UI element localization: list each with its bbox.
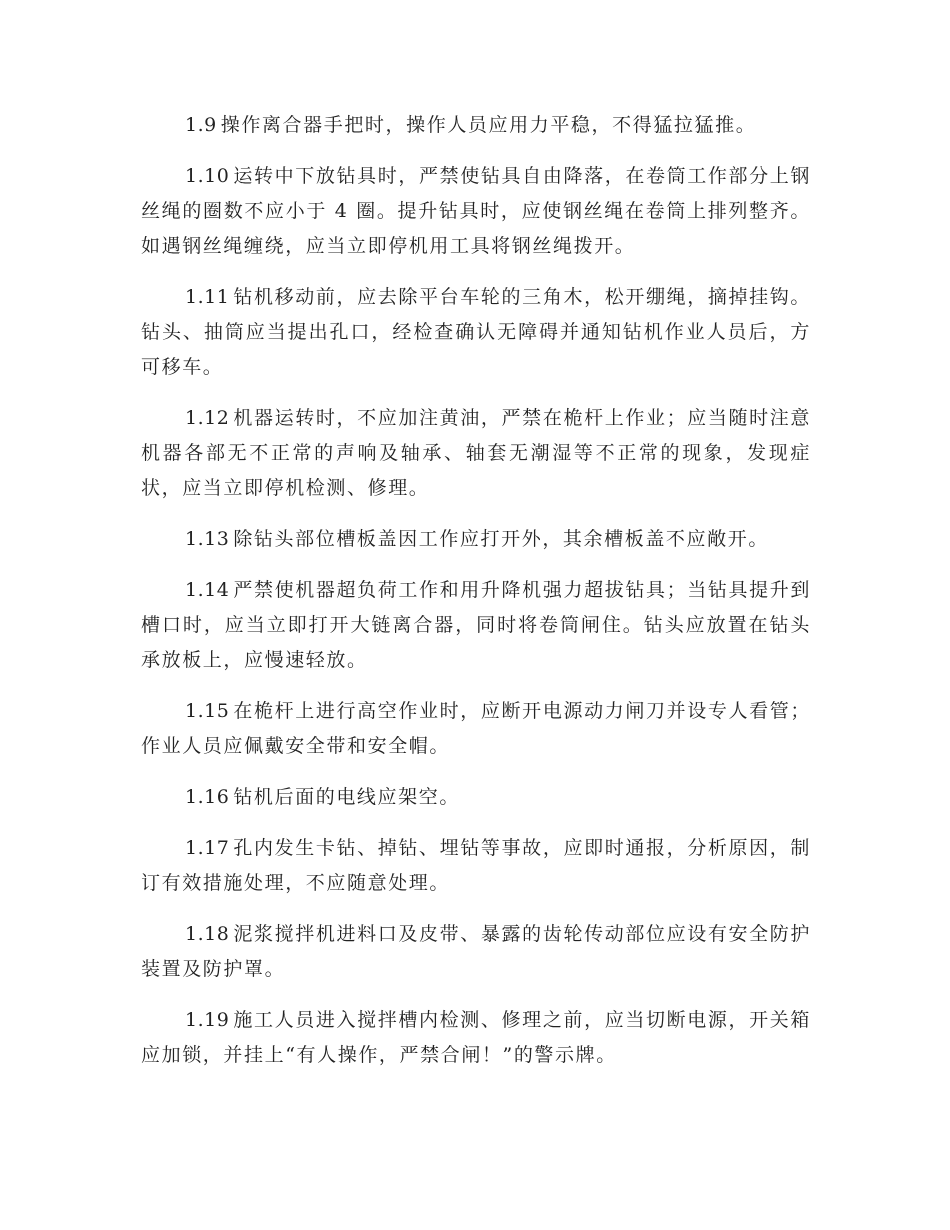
paragraph-1-15 — [141, 694, 811, 764]
paragraph-1-13 — [141, 522, 811, 557]
clause-text: 除钻头部位槽板盖因工作应打开外，其余槽板盖不应敞开。 — [233, 528, 769, 550]
clause-text: 严禁使机器超负荷工作和用升降机强力超拔钻具；当钻具提升到槽口时，应当立即打开大链离合器，同时将卷筒闸住。钻头应放置在钻头承放板上，应慢速轻放。 — [141, 579, 811, 671]
document-body — [141, 108, 811, 1089]
clause-text: 钻机后面的电线应架空。 — [233, 786, 460, 808]
clause-number: 1.16 — [185, 786, 230, 808]
paragraph-1-10 — [141, 159, 811, 264]
clause-number: 1.18 — [185, 923, 230, 945]
paragraph-1-16 — [141, 780, 811, 815]
paragraph-1-14 — [141, 573, 811, 678]
paragraph-1-12 — [141, 401, 811, 506]
clause-text: 操作离合器手把时，操作人员应用力平稳，不得猛拉猛推。 — [220, 114, 757, 136]
clause-number: 1.12 — [185, 407, 230, 429]
clause-text: 机器运转时，不应加注黄油，严禁在桅杆上作业；应当随时注意机器各部无不正常的声响及轴承、轴套无潮湿等不正常的现象，发现症状，应当立即停机检测、修理。 — [141, 407, 811, 499]
clause-text: 在桅杆上进行高空作业时，应断开电源动力闸刀并设专人看管；作业人员应佩戴安全带和安全帽。 — [141, 700, 811, 757]
clause-number: 1.10 — [185, 165, 230, 187]
clause-number: 1.14 — [185, 579, 230, 601]
paragraph-1-11 — [141, 280, 811, 385]
clause-number: 1.11 — [185, 286, 230, 308]
clause-text: 运转中下放钻具时，严禁使钻具自由降落，在卷筒工作部分上钢丝绳的圈数不应小于 4 圈。提升钻具时，应使钢丝绳在卷筒上排列整齐。如遇钢丝绳缠绕，应当立即停机用工具将钢丝绳拨开。 — [141, 165, 811, 257]
clause-number: 1.13 — [185, 528, 230, 550]
paragraph-1-18 — [141, 917, 811, 987]
clause-number: 1.9 — [185, 114, 217, 136]
clause-number: 1.17 — [185, 837, 230, 859]
clause-text: 施工人员进入搅拌槽内检测、修理之前，应当切断电源，开关箱应加锁，并挂上“有人操作，严禁合闸！”的警示牌。 — [141, 1009, 811, 1066]
clause-text: 钻机移动前，应去除平台车轮的三角木，松开绷绳，摘掉挂钩。钻头、抽筒应当提出孔口，经检查确认无障碍并通知钻机作业人员后，方可移车。 — [141, 286, 811, 378]
clause-text: 泥浆搅拌机进料口及皮带、暴露的齿轮传动部位应设有安全防护装置及防护罩。 — [141, 923, 811, 980]
clause-number: 1.19 — [185, 1009, 230, 1031]
paragraph-1-19 — [141, 1003, 811, 1073]
paragraph-1-9 — [141, 108, 811, 143]
paragraph-1-17 — [141, 831, 811, 901]
clause-number: 1.15 — [185, 700, 230, 722]
clause-text: 孔内发生卡钻、掉钻、埋钻等事故，应即时通报，分析原因，制订有效措施处理，不应随意处理。 — [141, 837, 811, 894]
